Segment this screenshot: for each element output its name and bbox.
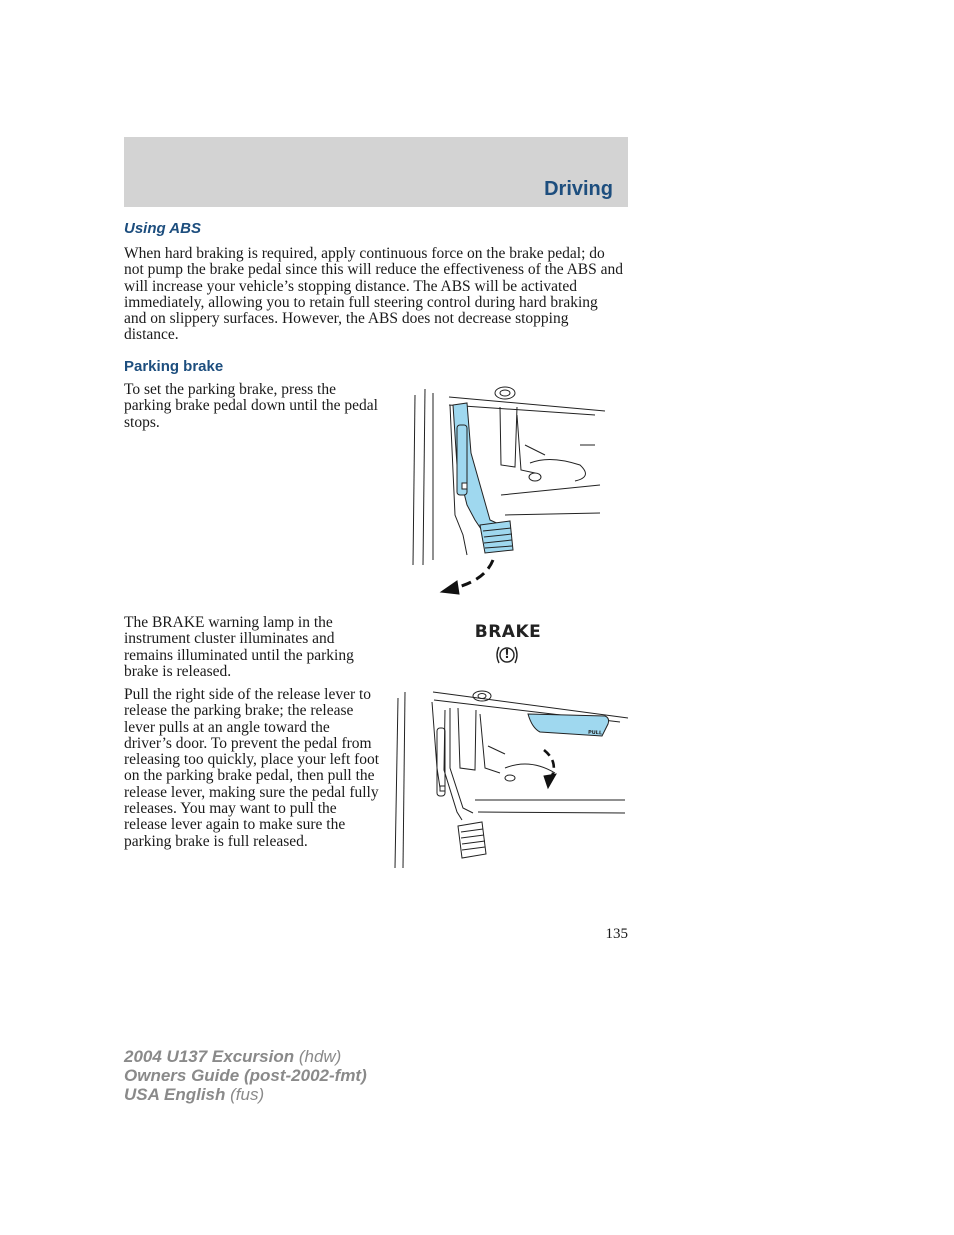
abs-heading: Using ABS: [124, 220, 201, 237]
footer-model: 2004 U137 Excursion: [124, 1047, 295, 1066]
brake-lamp-paragraph: The BRAKE warning lamp in the instrument cluster illuminates and remains illuminated until the parking brake is released.: [124, 614, 354, 680]
abs-paragraph: When hard braking is required, apply continuous force on the brake pedal; do not pump the brake pedal since this will reduce the effectiveness of the ABS and will increase your vehicle’s stopping distance. The ABS will be activated immediately, allowing you to retain full steering control during hard braking and on slippery surfaces. However, the ABS does not decrease stopping distance.: [124, 245, 624, 344]
brake-lamp-label: BRAKE: [474, 622, 542, 642]
footer-model-code: (hdw): [294, 1047, 342, 1066]
page-number: 135: [605, 926, 628, 942]
footer-language: USA English: [124, 1085, 226, 1104]
footer-language-code: (fus): [225, 1085, 265, 1104]
brake-warning-lamp: [468, 622, 548, 670]
release-paragraph: Pull the right side of the release lever to release the parking brake; the release lever pulls at an angle toward the driver’s door. To prevent the pedal from releasing too quickly, place your left foot on the parking brake pedal, then pull the release lever, making sure the pedal fully releases. You may want to pull the release lever again to make sure the parking brake is full released.: [124, 686, 380, 850]
release-lever-label: PULL: [587, 729, 603, 737]
brake-warning-symbol: !: [504, 647, 510, 661]
parking-brake-release-illustration: [390, 688, 630, 870]
brake-warning-icon: [494, 644, 520, 666]
footer-guide: Owners Guide (post-2002-fmt): [124, 1066, 367, 1085]
section-title: Driving: [544, 178, 613, 200]
set-parking-brake-paragraph: To set the parking brake, press the parking brake pedal down until the pedal stops.: [124, 381, 378, 431]
parking-brake-heading: Parking brake: [124, 358, 224, 375]
parking-brake-pedal-illustration: [405, 385, 610, 597]
section-header-band: [124, 137, 628, 207]
document-footer: [124, 1047, 367, 1104]
